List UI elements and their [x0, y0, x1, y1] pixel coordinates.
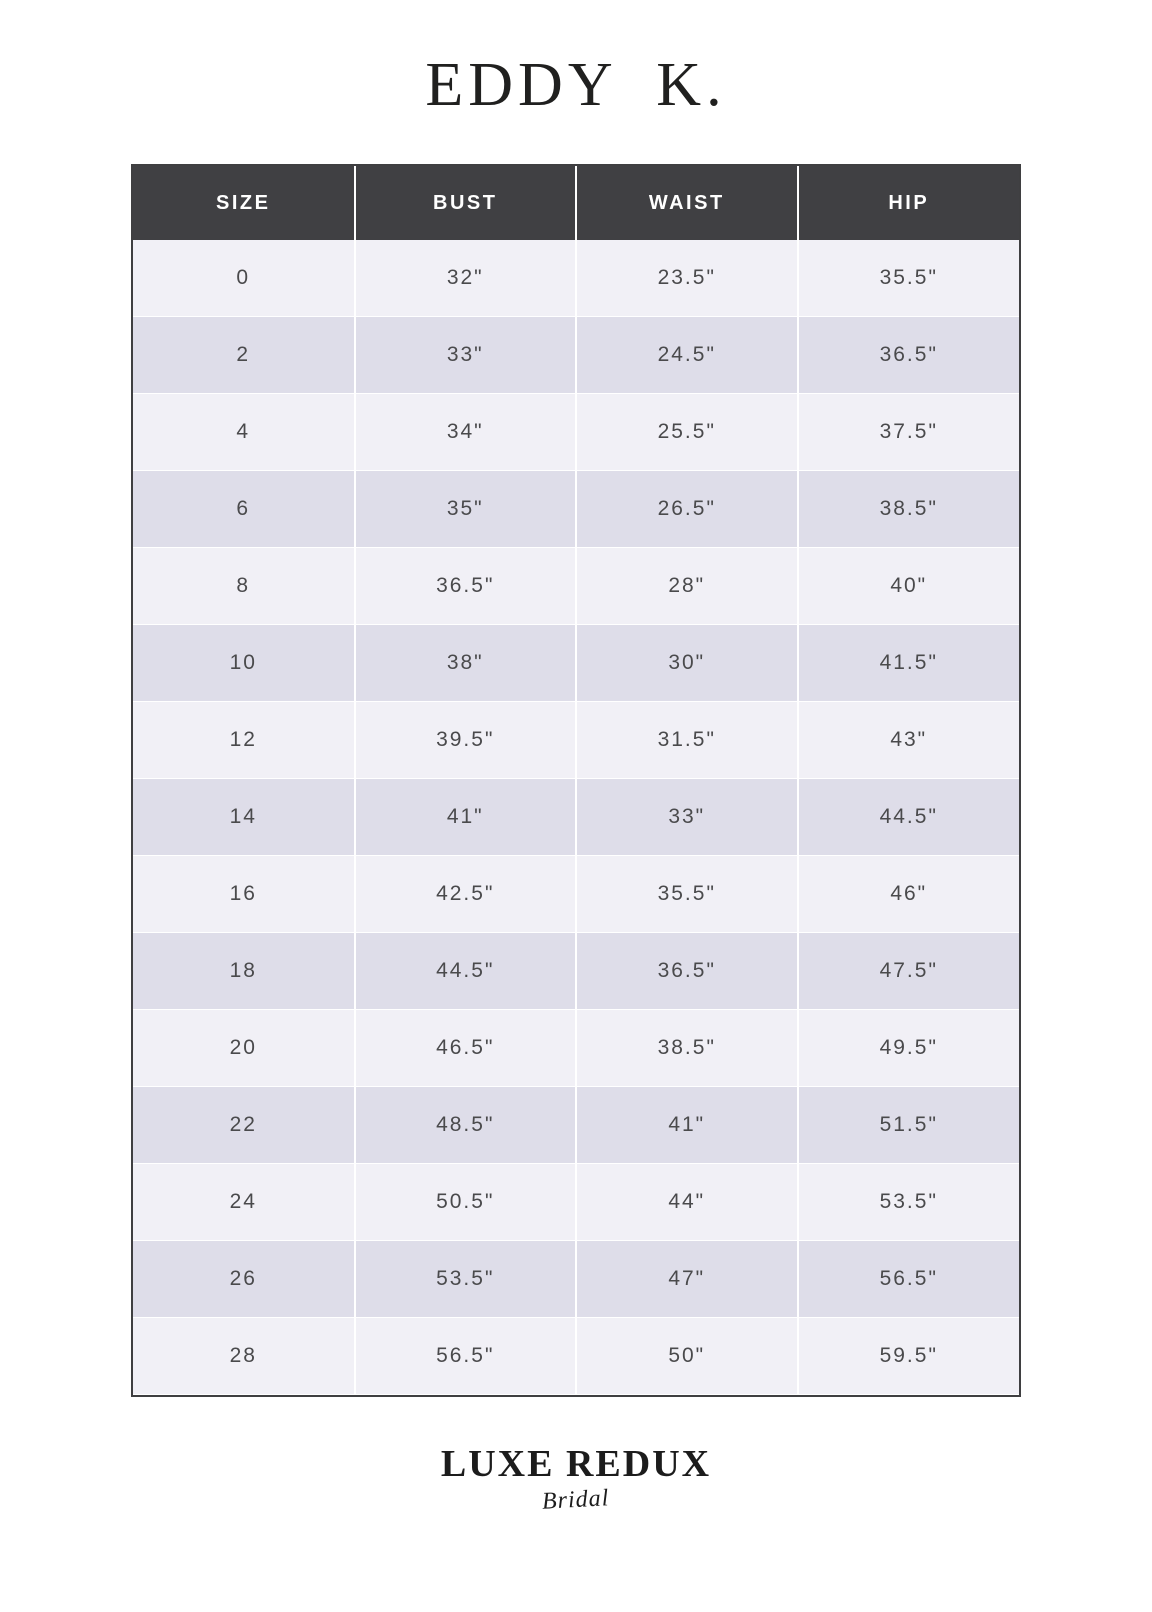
- cell-hip: 44.5": [798, 779, 1020, 856]
- cell-size: 6: [133, 471, 355, 548]
- cell-waist: 33": [576, 779, 798, 856]
- cell-size: 8: [133, 548, 355, 625]
- footer-logo-sub: Bridal: [541, 1485, 611, 1515]
- cell-waist: 38.5": [576, 1010, 798, 1087]
- cell-hip: 46": [798, 856, 1020, 933]
- table-row: [133, 779, 1019, 856]
- cell-waist: 44": [576, 1164, 798, 1241]
- cell-hip: 35.5": [798, 240, 1020, 317]
- table-header-row: [133, 166, 1019, 240]
- cell-waist: 36.5": [576, 933, 798, 1010]
- cell-bust: 53.5": [355, 1241, 577, 1318]
- cell-bust: 41": [355, 779, 577, 856]
- cell-waist: 30": [576, 625, 798, 702]
- table-row: [133, 625, 1019, 702]
- cell-size: 28: [133, 1318, 355, 1395]
- brand-title: EDDY K.: [425, 51, 727, 119]
- cell-waist: 35.5": [576, 856, 798, 933]
- cell-bust: 36.5": [355, 548, 577, 625]
- cell-hip: 53.5": [798, 1164, 1020, 1241]
- table-row: [133, 1241, 1019, 1318]
- cell-waist: 50": [576, 1318, 798, 1395]
- cell-size: 26: [133, 1241, 355, 1318]
- cell-size: 22: [133, 1087, 355, 1164]
- column-header-waist: WAIST: [576, 166, 798, 240]
- table-row: [133, 1010, 1019, 1087]
- table-row: [133, 317, 1019, 394]
- cell-hip: 36.5": [798, 317, 1020, 394]
- cell-bust: 48.5": [355, 1087, 577, 1164]
- cell-hip: 49.5": [798, 1010, 1020, 1087]
- cell-bust: 38": [355, 625, 577, 702]
- cell-waist: 28": [576, 548, 798, 625]
- footer-logo-main: LUXE REDUX: [440, 1443, 712, 1485]
- cell-bust: 34": [355, 394, 577, 471]
- table-row: [133, 1164, 1019, 1241]
- cell-hip: 56.5": [798, 1241, 1020, 1318]
- cell-size: 14: [133, 779, 355, 856]
- table-row: [133, 1087, 1019, 1164]
- table-row: [133, 394, 1019, 471]
- cell-hip: 59.5": [798, 1318, 1020, 1395]
- cell-size: 4: [133, 394, 355, 471]
- cell-waist: 25.5": [576, 394, 798, 471]
- cell-bust: 39.5": [355, 702, 577, 779]
- cell-waist: 31.5": [576, 702, 798, 779]
- cell-waist: 24.5": [576, 317, 798, 394]
- cell-waist: 23.5": [576, 240, 798, 317]
- cell-size: 12: [133, 702, 355, 779]
- cell-waist: 47": [576, 1241, 798, 1318]
- cell-bust: 46.5": [355, 1010, 577, 1087]
- cell-hip: 47.5": [798, 933, 1020, 1010]
- cell-size: 18: [133, 933, 355, 1010]
- cell-bust: 44.5": [355, 933, 577, 1010]
- cell-size: 20: [133, 1010, 355, 1087]
- table-body: [133, 240, 1019, 1395]
- cell-size: 0: [133, 240, 355, 317]
- cell-bust: 56.5": [355, 1318, 577, 1395]
- cell-hip: 41.5": [798, 625, 1020, 702]
- cell-size: 16: [133, 856, 355, 933]
- cell-size: 10: [133, 625, 355, 702]
- cell-hip: 38.5": [798, 471, 1020, 548]
- table-row: [133, 548, 1019, 625]
- cell-bust: 35": [355, 471, 577, 548]
- column-header-bust: BUST: [355, 166, 577, 240]
- cell-size: 2: [133, 317, 355, 394]
- cell-waist: 41": [576, 1087, 798, 1164]
- column-header-size: SIZE: [133, 166, 355, 240]
- cell-bust: 42.5": [355, 856, 577, 933]
- table-header: [133, 166, 1019, 240]
- table-row: [133, 702, 1019, 779]
- cell-bust: 32": [355, 240, 577, 317]
- cell-waist: 26.5": [576, 471, 798, 548]
- cell-bust: 33": [355, 317, 577, 394]
- cell-hip: 37.5": [798, 394, 1020, 471]
- cell-bust: 50.5": [355, 1164, 577, 1241]
- table-row: [133, 471, 1019, 548]
- cell-hip: 40": [798, 548, 1020, 625]
- footer-logo: [441, 1445, 711, 1514]
- table-row: [133, 1318, 1019, 1395]
- table-row: [133, 240, 1019, 317]
- column-header-hip: HIP: [798, 166, 1020, 240]
- size-chart-container: [131, 164, 1021, 1397]
- cell-size: 24: [133, 1164, 355, 1241]
- cell-hip: 51.5": [798, 1087, 1020, 1164]
- table-row: [133, 856, 1019, 933]
- cell-hip: 43": [798, 702, 1020, 779]
- brand-header: [425, 46, 726, 124]
- size-chart-table: [133, 166, 1019, 1395]
- table-row: [133, 933, 1019, 1010]
